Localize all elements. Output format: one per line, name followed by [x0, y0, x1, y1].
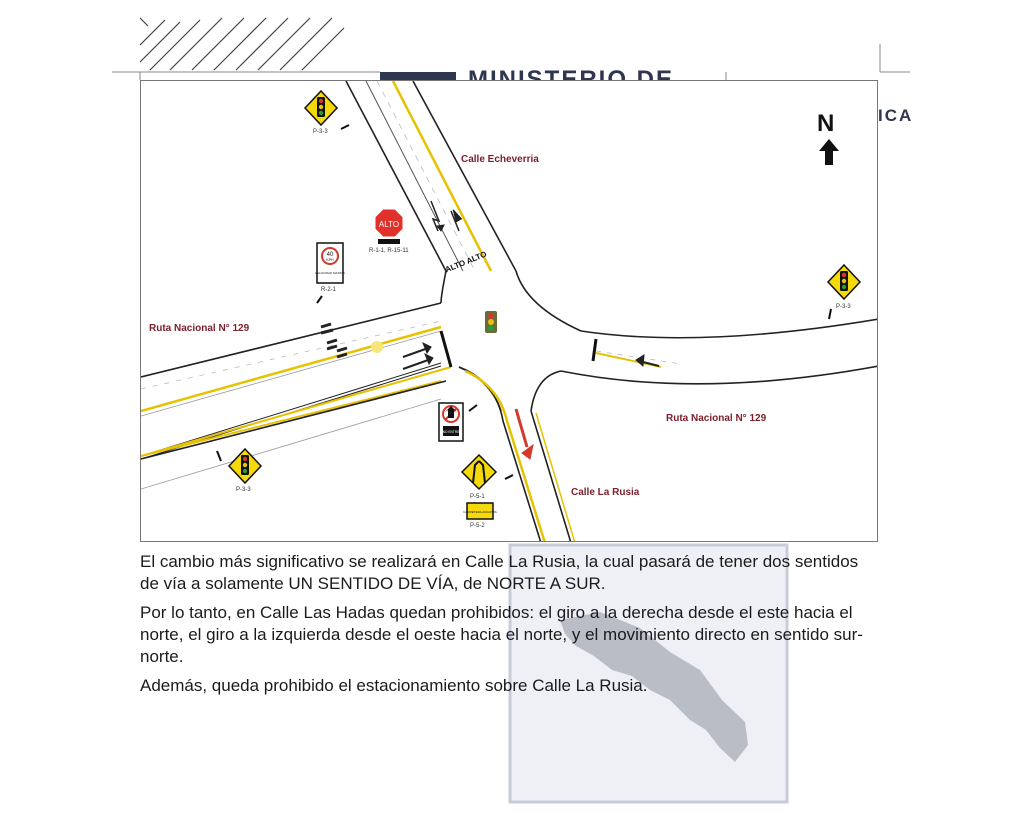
- speed-limit-sign: [315, 243, 345, 303]
- signal-ahead-sign-ne: [828, 265, 860, 319]
- pavement-alto-text: ALTO ALTO: [443, 249, 488, 275]
- road-ruta-east: [561, 319, 878, 384]
- speed-limit-caption: VELOCIDAD MAXIMA: [314, 271, 346, 275]
- header-logo-bar: [380, 72, 456, 80]
- north-label: N: [817, 110, 835, 137]
- pavement-markings: [321, 201, 659, 369]
- stop-bar-east: [593, 339, 596, 361]
- speed-limit-value: 40: [326, 252, 334, 258]
- description-text: [140, 551, 880, 704]
- label-calle-echeverria: Calle Echeverria: [461, 154, 539, 165]
- label-calle-la-rusia: Calle La Rusia: [571, 487, 640, 498]
- yellow-marker: [371, 341, 383, 353]
- no-entry-caption: NO ENTRE: [442, 430, 460, 434]
- stop-sign-code: R-1-1, R-15-11: [369, 248, 409, 254]
- intersection-corners: [441, 271, 581, 411]
- hatch-decoration: [140, 18, 344, 70]
- paragraph-1: El cambio más significativo se realizará en Calle La Rusia, la cual pasará de tener dos sentidos de vía a solamente UN SENTIDO DE VÍA, de NORTE A SUR.: [140, 552, 859, 593]
- road-narrow-text: CARRETERA ANGOSTA: [463, 510, 497, 514]
- road-narrow-code: P-5-2: [470, 523, 485, 529]
- stop-sign-text: ALTO: [378, 220, 400, 229]
- north-arrow: [817, 110, 839, 165]
- stop-sign: [369, 209, 409, 254]
- sign-code-signal-nw: P-3-3: [313, 129, 328, 135]
- road-calle-echeverria: [346, 81, 516, 271]
- signal-ahead-sign-sw: [217, 449, 261, 493]
- header-right-fragment: ICA: [878, 106, 914, 125]
- road-ruta-west-south-edge: [141, 381, 446, 459]
- one-way-direction-arrow: [516, 409, 533, 459]
- intersection-map: [140, 80, 878, 542]
- traffic-signal-center: [485, 311, 497, 333]
- sign-code-signal-sw: P-3-3: [236, 487, 251, 493]
- road-narrow-plate: [463, 503, 496, 529]
- label-ruta-west: Ruta Nacional N° 129: [149, 323, 250, 334]
- lane-merge-sign: [462, 455, 513, 500]
- stop-bar-west: [441, 331, 451, 367]
- sign-code-signal-ne: P-3-3: [836, 304, 851, 310]
- speed-limit-code: R-2-1: [321, 287, 337, 293]
- label-ruta-east: Ruta Nacional N° 129: [666, 413, 767, 424]
- no-entry-sign: [439, 403, 477, 441]
- paragraph-2: Por lo tanto, en Calle Las Hadas quedan prohibidos: el giro a la derecha desde el este hacia el norte, el giro a la izquierda desde el oeste hacia el norte, y el movimiento directo en sentido sur-norte.: [140, 603, 863, 666]
- signal-ahead-sign-nw: [305, 91, 349, 135]
- speed-limit-unit: KPH: [326, 258, 334, 262]
- lane-merge-code: P-5-1: [470, 494, 485, 500]
- paragraph-3: Además, queda prohibido el estacionamiento sobre Calle La Rusia.: [140, 676, 648, 695]
